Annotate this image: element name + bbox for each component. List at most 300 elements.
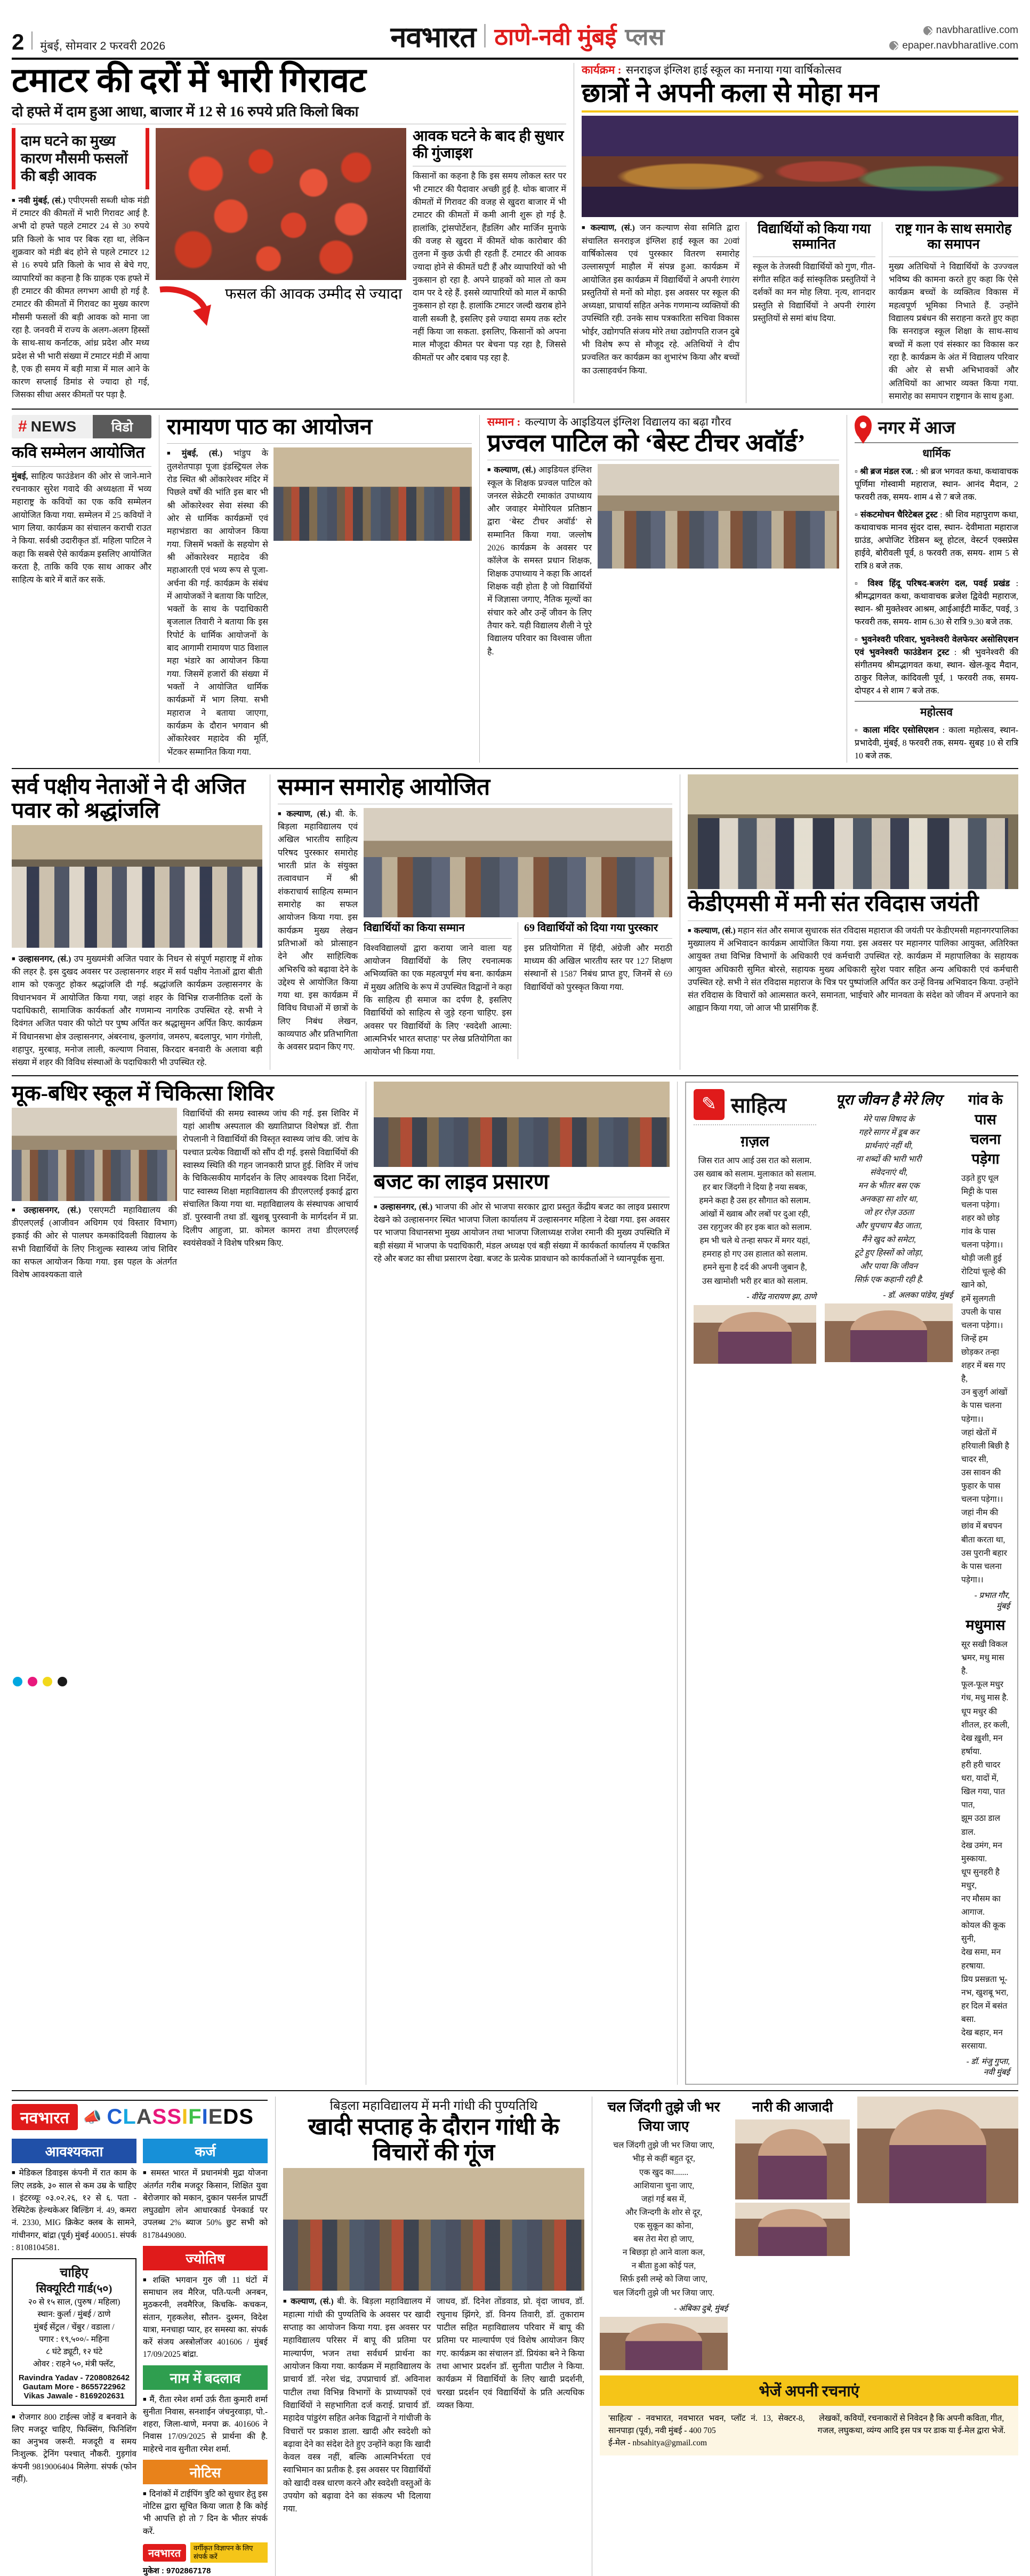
poet-photo: [735, 2203, 850, 2256]
award-body: [487, 464, 592, 659]
classified-box: [12, 2258, 136, 2406]
send-email[interactable]: ई-मेल - nbsahitya@gmail.com: [608, 2438, 707, 2448]
divider: [694, 1124, 816, 1125]
chal-author: - अंबिका दुबे, मुंबई: [674, 2304, 728, 2313]
tomato-photo: [156, 128, 406, 280]
ajit-body: [12, 953, 262, 1070]
cmyk-black-dot: [58, 1677, 67, 1686]
poem-line: देख ख़ुशी, मन हर्षाया.: [961, 1733, 1003, 1756]
box-line: ओवर : राहने ५०, मंत्री फ्लॅट,: [33, 2359, 116, 2369]
divider: [12, 466, 151, 467]
poem-line: जहां खेतों में हरियाली बिछी है चादर सी,: [961, 1428, 1009, 1464]
contact-line: Ravindra Yadav - 7208082642: [18, 2373, 130, 2382]
school-col-1: [582, 222, 739, 403]
ad-naam: ■ मैं, रीता रमेश शर्मा उर्फ़ रीता कुमारी शर्मा सुनीता निवास, सनशाईन जंचनुरवाड़ा, पो.-शहरा, जिला-थाणे, मनपा क्र. 401606 ने निवास 17/09/2025 से प्रार्थना की है. माहेरचे नाव सुनीता रमेश शर्मा.: [143, 2394, 268, 2455]
globe-icon: [889, 41, 898, 50]
ad-jyotish: ■ शक्ति भगवान गुरु जी 11 घंटों में समाधान लव मैरिज, पति-पत्नी अनबन, मुठकरनी, लवमैरिज, किचकि- कचकन, संतान, गृहकलेश, सौतन- दुश्मन, विदेश यात्रा, मनचाहा प्यार, हर समस्या का. संपर्क करें संजय अस्त्रोलॉजर 401606 / मुंबई 17/09/2025 बांद्रा.: [143, 2274, 268, 2361]
poem-line: एक सुकून का कोना,: [634, 2221, 694, 2231]
classifieds-footer[interactable]: [143, 2542, 268, 2563]
poem-line: आशियाना चुना जाए,: [633, 2181, 695, 2190]
school-stage-photo: [582, 116, 1018, 217]
classifieds-col2: [143, 2134, 268, 2576]
school-mid-text: स्कूल के तेजस्वी विद्यार्थियों को गुण, गीत-संगीत सहित कई सांस्कृतिक प्रस्तुतियों ने दर्शकों का मन मोह लिया. नृत्य, शानदार प्रस्तुति से विद्यार्थियों ने अपनी रंगारंग प्रस्तुतियों से समां बांध दिया.: [753, 262, 875, 324]
lead-subhead: दो हफ्ते में दाम हुआ आधा, बाजार में 12 से 16 रुपये प्रति किलो बिका: [12, 103, 359, 119]
ramayan-story: [167, 415, 472, 763]
khadi-col2: [437, 2295, 584, 2516]
poem2-author: - डॉ. अलका पांडेय, मुंबई: [883, 1291, 953, 1300]
classifieds-word: CLASSIFIEDS: [107, 2105, 254, 2129]
band-divider: [12, 2090, 1018, 2091]
school-col1-text: जन कल्याण सेवा समिति द्वारा संचालित सनराइज इंग्लिश हाई स्कूल का 20वां वार्षिकोत्सव एवं पुरस्कार वितरण समारोह उल्लासपूर्ण माहौल में संपन्न हुआ. कार्यक्रम में आयोजित इस कार्यक्रम में विद्यार्थियों ने अपनी रंगारंग प्रस्तुतियों से मनों को मोहा. इस अवसर पर स्कूल की अध्यक्षा, प्राचार्या सहित अनेक गणमान्य व्यक्तियों की उपस्थिति रही. उनके साथ पत्रकारिता सचिवा विकास भोईर, उद्योगपति संजय मोरे तथा उद्योगपति राजन दुबे भी विशेष रूप से मौजूद रहे. अतिथियों ने दीप प्रज्वलित कर कार्यक्रम का शुभारंभ किया और बच्चों का उत्साहवर्धन किया.: [582, 223, 740, 375]
budget-photo: [374, 1082, 670, 1167]
poem-line: मेरे पास विषाद के: [863, 1114, 915, 1124]
lead-col-2: [156, 128, 406, 402]
poem-line: प्रार्थनाएं नहीं थी,: [864, 1141, 913, 1150]
khadi-photo: [283, 2168, 584, 2291]
yellow-rule: [582, 110, 1018, 113]
poem-line: उड़ते हुए धूल मिट्टी के पास चलना पड़ेगा।: [961, 1173, 1000, 1210]
poem-line: उन बुज़ुर्ग आंखों के पास चलना पड़ेगा।।: [961, 1388, 1008, 1424]
url-site: navbharatlive.com: [936, 25, 1018, 36]
news-label: NEWS: [30, 418, 77, 435]
masthead-logo: [391, 16, 665, 55]
school-dateline: ■ कल्याण, (सं.): [582, 223, 635, 233]
poem-line: खिल गया, पात पात,: [961, 1787, 1005, 1810]
school-col1-body: [582, 222, 739, 378]
poem3-lines: [961, 1172, 1010, 1587]
ajit-dateline: ■ उल्हासनगर, (सं.): [12, 955, 71, 964]
ajit-story: [12, 774, 262, 1069]
poem-line: धूप मधुर की शीतल, हर कली,: [961, 1707, 1010, 1730]
ramayan-headline: रामायण पाठ का आयोजन: [167, 415, 373, 440]
school-kicker-text: सनराइज इंग्लिश हाई स्कूल का मनाया गया वार्षिकोत्सव: [625, 63, 842, 76]
kavi-story: [12, 415, 151, 763]
red-arrow-icon: [156, 285, 220, 331]
samman-sub1: [364, 922, 512, 1059]
feather-icon: ✎: [694, 1089, 725, 1120]
ad-notice: ■ दिनांकों में टाईपिंग त्रुटि को सुधार हेतु इस नोटिस द्वारा सूचित किया जाता है कि कोई भी आपत्ति हो तो 7 दिन के भीतर संपर्क करें.: [143, 2488, 268, 2538]
globe-icon: [923, 26, 932, 35]
divider: [167, 443, 472, 444]
mook-inner: [12, 1108, 358, 1282]
khadi-col1: [283, 2295, 431, 2516]
lead-caption: फसल की आवक उम्मीद से ज्यादा: [225, 285, 403, 302]
location-pin-icon: [855, 415, 872, 439]
lead-dateline: ■ नवी मुंबई, (सं.): [12, 196, 66, 205]
khadi-col2-text: जाधव, डॉ. दिनेश तोंडवाड, प्रो. वृंदा जाधव, डॉ. रघुनाथ झिंगरे, डॉ. विनय तिवारी, डॉ. तुकाराम पाटील सहित महाविद्यालय परिवार में बापू की प्रतिमा पर माल्यार्पण एवं विशेष आयोजन किए गए. कार्यक्रम का संचालन डॉ. प्रियंका बने ने किया तथा आभार प्रदर्शन डॉ. सुनीता पाटील ने किया. कार्यक्रम में विद्यार्थियों के लिए खादी प्रदर्शनी, चरखा प्रदर्शन एवं विद्यार्थियों के प्रति अत्यधिक व्यक्त किया.: [437, 2297, 584, 2410]
date-line: मुंबई, सोमवार 2 फरवरी 2026: [40, 40, 166, 52]
poem-line: धूप सुनहरी है मधुर,: [961, 1867, 1000, 1890]
poem-line: सिर्फ़ एक कहानी रही है.: [854, 1275, 923, 1284]
kdmc-headline: केडीएमसी में मनी संत रविदास जयंती: [688, 892, 979, 917]
send-address-col: [608, 2412, 805, 2450]
award-headline: प्रज्वल पाटिल को ‘बेस्ट टीचर अवॉर्ड’: [487, 429, 806, 457]
award-text: आइडियल इंग्लिश स्कूल के शिक्षक प्रज्वल पाटिल को जनरल सेक्रेटरी रमाकांत उपाध्याय और जवाहर मेमोरियल प्रतिष्ठान द्वारा ‘बेस्ट टीचर अवॉर्ड’ से सम्मानित किया गया. जल्लोष 2026 कार्यक्रम के अवसर पर कॉलेज के समस्त प्रधान शिक्षक, शिक्षक उपाध्याय ने कहा कि आदर्श शिक्षक वही होता है जो विद्यार्थियों में जिज्ञासा जगाए, नैतिक मूल्यों का संचार करे और उन्हें जीवन के लिए तैयार करे. यही विद्यालय शैली ने पूरे विद्यालय परिवार का विश्वास जीता है.: [487, 466, 592, 657]
classifieds-col1: [12, 2134, 136, 2576]
sahitya-bottom-cols: [600, 2097, 1018, 2370]
khadi-headline: खादी सप्ताह के दौरान गांधी के विचारों की गूंज: [308, 2114, 560, 2165]
poem-line: हरी हरी चादर धरा, यादों में,: [961, 1760, 1001, 1783]
poem-line: प्रिय प्रसन्नता भू-नभ, खुशबू भरा,: [961, 1974, 1009, 1997]
contact-line: Vikas Jawale - 8169202631: [23, 2391, 125, 2401]
sahitya-section: [685, 1082, 1018, 2085]
ajit-photo: [12, 825, 262, 948]
sahitya-title: साहित्य: [731, 1093, 786, 1118]
poem-line: बस तेरा मेरा हो जाए,: [633, 2235, 694, 2244]
ramayan-inner: [167, 447, 472, 759]
sahitya-col1: [694, 1089, 816, 2078]
poem-line: भीड़ से कहीं बहुत दूर,: [632, 2154, 695, 2164]
page-number: 2: [12, 29, 25, 54]
box-line: २० से १५ साल, (पुरुष / महिला): [28, 2298, 120, 2307]
award-inner: [487, 464, 839, 659]
ad-karj: ■ समस्त भारत में प्रधानमंत्री मुद्रा योजना अंतर्गत गरीब मजदूर किसान, शिक्षित युवा बेरोजगार को मकान, दुकान पसर्नल प्रापर्टी लघुउद्योग लोन आधारकार्ड पेनकार्ड पर उपलब्ध 2% ब्याज 50% छुट सभी को 8178449080.: [143, 2167, 268, 2242]
poem-line: और चुपचाप बैठ जाता,: [855, 1221, 922, 1231]
today-item: ▫ संकटमोचन चैरिटेबल ट्रस्ट : श्री शिव महापुराण कथा, कथावाचक मानव सुंदर दास, स्थान- देवीमाता महाराज ग्राउंड, अपोजिट रेडिसन ब्लू होटल, वेस्टर्न एक्सप्रेस हाईवे, बोरीवली पूर्व, 8 फरवरी तक, समय- शाम 5 से रात्रि 8 बजे तक.: [855, 509, 1018, 573]
poem-line: जिस रात आप आई उस रात को सलाम.: [698, 1156, 812, 1165]
school-col-2: [753, 222, 875, 403]
school-columns: [582, 222, 1018, 403]
url-site-row[interactable]: [889, 23, 1018, 38]
poem-line: और पाया कि जीवन: [859, 1261, 918, 1271]
khadi-dateline: ■ कल्याण, (सं.): [283, 2297, 334, 2306]
poem-line: उस खामोशी भरी हर बात को सलाम.: [702, 1276, 808, 1286]
mook-story: [12, 1082, 358, 2085]
ghazal-author: - वीरेंद्र नारायण झा, ठाणे: [746, 1292, 816, 1301]
mook-col1: [12, 1108, 177, 1282]
madhumas-photo: [857, 2097, 1018, 2203]
cmyk-cyan-dot: [13, 1677, 22, 1686]
mook-text: एसएमटी महाविद्यालय की डीएलएलई (आजीवन अधिगम एवं विस्तार विभाग) इकाई की ओर से पालघर कमकांदिवली विद्यालय के सभी विद्यार्थियों के लिए निःशुल्क स्वास्थ्य जांच शिविर का सफल आयोजन किया गया. इस पहल के अंतर्गत विशेष आवश्यकता वाले: [12, 1205, 177, 1280]
kdmc-text: महान संत और समाज सुधारक संत रविदास महाराज की जयंती पर केडीएमसी महानगरपालिका मुख्यालय में अभिवादन कार्यक्रम आयोजित किया गया. इस अवसर पर महानगर पालिका आयुक्त, अतिरिक्त आयुक्त तथा विभिन्न विभागों के अधिकारी एवं कर्मचारी उपस्थित रहे. कार्यक्रम में महापालिका के सहायक आयुक्त अधिकारी सुमित बोरसे, सहायक मुख्य अधिकारी सुरेश पवार सहित अन्य अधिकारी एवं कर्मचारी उपस्थित रहे. सभी ने संत रविदास महाराज के चित्र पर पुष्पांजलि अर्पित कर उन्हें विनम्र अभिवादन किया. उन्होंने संत रविदास के विचारों को आत्मसात करने, समानता, भाईचारे और मानवता के संदेश को जीवन में अपनाने का आह्वान किया गया, जो आज भी प्रासंगिक हैं.: [688, 926, 1018, 1013]
sahitya-bottom-col2: [735, 2097, 850, 2370]
award-kicker: [487, 415, 839, 429]
band-fourth: [12, 1082, 1018, 2085]
cat-awashyakta: आवश्यकता: [12, 2139, 136, 2163]
band-top: [12, 63, 1018, 403]
poem-line: नए मौसम का आगाज.: [961, 1894, 1001, 1917]
sahitya-bottom-col1: [600, 2097, 728, 2370]
khadi-story: [283, 2097, 584, 2576]
school-kicker: [582, 63, 1018, 77]
poem-line: उस सावन की फुहार के पास चलना पड़ेगा।।: [961, 1468, 1003, 1505]
sahitya-bottom-col3: [857, 2097, 1018, 2370]
band-divider: [12, 1075, 1018, 1076]
poem-line: देख समा, मन हरषाया.: [961, 1948, 1001, 1971]
school-right-title: राष्ट्र गान के साथ समारोह का समापन: [895, 222, 1012, 252]
poem-line: चल जिंदगी तुझे जी भर जिया जाए,: [613, 2141, 714, 2150]
poem-line: मैंने खुद को समेटा,: [862, 1235, 916, 1244]
poem-line: सिर्फ़ इसी लम्हे को जिया जाए,: [620, 2275, 707, 2284]
lead-story: [12, 63, 566, 403]
kavi-headline: कवि सम्मेलन आयोजित: [12, 444, 145, 462]
poem-line: जिन्हें हम छोड़कर तन्हा शहर में बस गए है,: [961, 1334, 1005, 1384]
send-address: 'साहित्य' - नवभारत, नवभारत भवन, प्लॉट नं. 13, सेक्टर-8, सानपाड़ा (पूर्व), नवी मुंबई - 400 705: [608, 2413, 805, 2435]
cmyk-registration-marks: [13, 1677, 67, 1686]
mook-col2: [183, 1108, 358, 1282]
poem-line: न बिछड़ा हो आने वाला कल,: [622, 2248, 705, 2258]
box-contacts: [18, 2373, 130, 2401]
box-lines: [18, 2296, 130, 2371]
poem-line: फूल-फूल मधुर गंध, मधु मास है.: [961, 1680, 1009, 1703]
band-second: [12, 415, 1018, 763]
cat-jyotish: ज्योतिष: [143, 2246, 268, 2270]
url-epaper: epaper.navbharatlive.com: [902, 39, 1018, 51]
school-kicker-tag: कार्यक्रम :: [582, 63, 623, 76]
sahitya-box: [685, 1082, 1018, 2085]
band-fifth: [12, 2097, 1018, 2576]
award-col2: [598, 464, 839, 659]
poem-line: हमने सुना है दर्द की अपनी जुबान है,: [703, 1263, 807, 1273]
send-banner: भेजें अपनी रचनाएं: [600, 2375, 1018, 2406]
box-line: पगार : १९,५००/- महिना: [39, 2334, 109, 2344]
lead-caption-row: [156, 285, 406, 331]
samman-subcols: [364, 922, 672, 1059]
samman-body: [278, 808, 358, 1054]
lead-redbox: [12, 128, 149, 189]
mook-dateline: ■ उल्हासनगर, (सं.): [12, 1206, 81, 1215]
column-divider: [275, 2097, 276, 2576]
budget-text: भाजपा की ओर से भाजपा सरकार द्वारा प्रस्तुत केंद्रीय बजट का लाइव प्रसारण देखने को उल्हासनगर स्थित भाजपा जिला कार्यालय में उल्हासनगर महिला ने देखा गया. इस अवसर पर भाजपा विधानसभा मुख्य आयोजन तथा भाजपा जिलाध्यक्ष राजेश रमानी की मुख्य उपस्थिति में बड़ी संख्या में भाजपा के पदाधिकारी, मंडल अध्यक्ष एवं बड़ी संख्या में कार्यकर्ता कार्यालय में एकत्रित रहे और बजट का सीधा प्रसारण देखा. बजट के प्रत्येक प्रावधान को कार्यकर्ताओं ने ध्यानपूर्वक सुना.: [374, 1202, 670, 1264]
footer-person: मुकेश : 9702867178: [143, 2566, 211, 2576]
ramayan-dateline: ■ मुंबई, (सं.): [167, 449, 222, 458]
today-header: [855, 415, 1018, 439]
poem-line: आंखों में ख्वाब और लबों पर दुआ रही,: [699, 1210, 810, 1219]
school-headline: छात्रों ने अपनी कला से मोहा मन: [582, 78, 879, 108]
nari-title: नारी की आजादी: [752, 2099, 833, 2115]
poet-photo: [694, 1305, 816, 1364]
today-item: ▫ विश्व हिंदू परिषद-बजरंग दल, पवई प्रखंड : श्रीमद्भागवत कथा, कथावाचक ब्रजेश द्विवेदी महाराज, स्थान- श्री मुक्तेश्वर आश्रम, आईआईटी मार्केट, पवई, 3 फरवरी तक, समय- शाम 6.30 से रात्रि 9.30 बजे तक.: [855, 578, 1018, 629]
poem-line: सूर सखी विकल भ्रमर, मधु मास है.: [961, 1639, 1008, 1676]
school-right-text: मुख्य अतिथियों ने विद्यार्थियों के उज्ज्वल भविष्य की कामना करते हुए कहा कि ऐसे कार्यक्रम बच्चों के व्यक्तित्व विकास में महत्वपूर्ण भूमिका निभाते हैं. उन्होंने विद्यालय प्रबंधन की सराहना करते हुए कहा कि सनराइज स्कूल शिक्षा के साथ-साथ बच्चों में कला एवं संस्कार का विकास कर रहा है. कार्यक्रम के अंत में विद्यालय परिवार की ओर से सभी अभिभावकों और अतिथियों का आभार व्यक्त किया गया. समारोह का समापन राष्ट्रगान के साथ हुआ.: [889, 262, 1018, 401]
award-photo: [598, 464, 839, 569]
lead-redbox-text: दाम घटने का मुख्य कारण मौसमी फसलों की बड़ी आवक: [21, 132, 128, 184]
lead-col1-body: [12, 195, 149, 402]
poem-line: हमें सुलगती उपली के पास चलना पड़ेगा।।: [961, 1294, 1003, 1330]
poem-line: चल जिंदगी तुझे जी भर जिया जाए.: [613, 2288, 714, 2298]
samman-headline: सम्मान समारोह आयोजित: [278, 774, 490, 801]
samman-photo: [364, 808, 672, 917]
samman-sub2-title: 69 विद्यार्थियों को दिया गया पुरस्कार: [524, 922, 658, 934]
masthead-divider: [31, 31, 33, 50]
budget-dateline: ■ उल्हासनगर, (सं.): [374, 1203, 432, 1212]
poem-line: जहां गई बस में,: [641, 2194, 687, 2204]
masthead: [12, 14, 1018, 60]
nari-illustration: [735, 2119, 850, 2199]
kavi-dateline: मुंबई,: [12, 471, 28, 481]
poem3-author: - प्रभात गौर, मुंबई: [974, 1591, 1010, 1611]
ad-awashyakta: ■ मेडिकल डिवाइस कंपनी में रात काम के लिए लडके, ३० साल से कम उम्र के चाहिए । इंटरव्यूः ०३.०२.२६, १२ से ६. पता - रेस्पिटेक हेल्थकेअर बिल्डिंग नं. 49, कमरा नं. 2330, MIG क्रिकेट क्लब के सामने, गांधीनगर, बांद्रा (पूर्व) मुंबई 400051. संपर्क : 8108104581.: [12, 2167, 136, 2254]
cat-karj: कर्ज: [143, 2139, 268, 2163]
samman-inner: [278, 808, 672, 1059]
budget-headline: बजट का लाइव प्रसारण: [374, 1169, 549, 1194]
box-title: चाहिए: [60, 2266, 88, 2281]
ramayan-photo: [273, 447, 472, 541]
poem4-title: मधुमास: [965, 1617, 1005, 1633]
chal-title: चल जिंदगी तुझे जी भर जिया जाए: [607, 2099, 720, 2134]
today-item: ▫ श्री ब्रज मंडल रज. : श्री ब्रज भगवत कथा, कथावाचक पूर्णिमा गोस्वामी महाराज, स्थान- आनंद मैदान, 2 फरवरी तक, समय- शाम 4 से 7 बजे तक.: [855, 466, 1018, 504]
poem-line: और जिन्दगी के शोर से दूर,: [625, 2207, 703, 2217]
divider: [364, 938, 512, 939]
mook-photo: [12, 1108, 177, 1201]
sahitya-col2: [825, 1089, 953, 2078]
samman-story: [278, 774, 672, 1069]
poem2-title: पूरा जीवन है मेरे लिए: [835, 1091, 942, 1108]
ramayan-col2: [273, 447, 472, 759]
classifieds-brand: नवभारत: [12, 2104, 78, 2130]
logo-edition: ठाणे-नवी मुंबई: [494, 24, 617, 50]
poem2-lines: [825, 1113, 953, 1286]
ajit-headline: सर्व पक्षीय नेताओं ने दी अजित पवार को श्रद्धांजलि: [12, 774, 246, 822]
kdmc-photo: [688, 774, 1018, 889]
khadi-cols: [283, 2295, 584, 2516]
samman-sub-text: विश्वविद्यालयों द्वारा कराया जाने वाला यह आयोजन विद्यार्थियों के लिए रचनात्मक अभिव्यक्ति का एक महत्वपूर्ण मंच बना. कार्यक्रम में मुख्य अतिथि के रूप में उपस्थित विद्वानों ने कहा कि साहित्य ही समाज का दर्पण है, इसलिए विद्यार्थियों को साहित्य से जुड़े रहना चाहिए. इस अवसर पर विद्यार्थियों के लिए ‘स्वदेशी आत्मा: आत्मनिर्भर भारत सप्ताह’ पर लेख प्रतियोगिता का आयोजन भी किया गया.: [364, 943, 512, 1057]
video-label[interactable]: विडो: [93, 415, 151, 438]
kavi-body: [12, 470, 151, 587]
footer-brand: नवभारत: [143, 2544, 186, 2562]
masthead-urls: [889, 23, 1018, 53]
today-festival-item: ▫ काला मंदिर एसोसिएशन : काला महोत्सव, स्थान- प्रभादेवी, मुंबई, 8 फरवरी तक, समय- सुबह 10 से रात्रि 10 बजे तक.: [855, 724, 1018, 763]
ad-last: ■ रोजगार 800 टाईल्स जोड़ें व बनवाने के लिए मजदूर चाहिए, फिक्सिंग, फिनिशिंग का अनुभव जरूरी. मजदूरी व समय निःशुल्क. ट्रेनिंग पश्चात् नौकरी. गुड़गांव कंपनी 9819006404 मिलेगा. संपर्क (फोन नहीं).: [12, 2411, 136, 2486]
award-col1: [487, 464, 592, 659]
lead-col2-title: आवक घटने के बाद ही सुधार की गुंजाइश: [413, 127, 564, 162]
band-third: [12, 774, 1018, 1069]
poem-line: हमने कहा है उस हर सौगात को सलाम.: [699, 1196, 811, 1205]
poem4-lines: [961, 1638, 1010, 2053]
khadi-text: बी. के. बिड़ला महाविद्यालय में महात्मा गांधी की पुण्यतिथि के अवसर पर खादी सप्ताह का आयोजन किया गया. इस अवसर पर महाविद्यालय परिसर में बापू की प्रतिमा पर माल्यार्पण, भजन तथा सर्वधर्म प्रार्थना का आयोजन किया गया. कार्यक्रम में महाविद्यालय के प्राचार्य डॉ. नरेश चंद्र, उपप्राचार्य डॉ. अविनाश पाटील तथा विभिन्न विभागों के प्राध्यापकों एवं विद्यार्थियों ने सहभागिता दर्ज कराई. प्राचार्य डॉ. महादेव पांडुरंग सहित अनेक विद्वानों ने गांधीजी के विचारों पर प्रकाश डाला. खादी और स्वदेशी को बढ़ावा देने का संदेश देते हुए उन्होंने कहा कि खादी केवल वस्त्र नहीं, बल्कि आत्मनिर्भरता एवं स्वाभिमान का प्रतीक है. इस अवसर पर विद्यार्थियों को खादी वस्त्र धारण करने और स्वदेशी वस्तुओं के उपयोग को बढ़ावा देने का संकल्प भी दिलाया गया.: [283, 2297, 431, 2514]
today-title: नगर में आज: [878, 419, 955, 438]
samman-sub-title: विद्यार्थियों का किया सम्मान: [364, 922, 465, 934]
lead-columns: [12, 128, 566, 402]
lead-headline: टमाटर की दरों में भारी गिरावट: [12, 61, 366, 99]
band-divider: [12, 409, 1018, 410]
column-divider: [677, 1082, 678, 2085]
logo-separator: [484, 24, 486, 47]
kavi-text: साहित्य फाउंडेशन की ओर से जाने-माने रचनाकार सुरेश गवादे की अध्यक्षता में भव्य महाराष्ट्र के कवियों का एक कवि सम्मेलन आयोजित किया गया. सम्मेलन में 25 कवियों ने भाग लिया. कार्यक्रम का संचालन कराची राउत ने किया. सर्वश्री उदारीकृत डॉ. महिला पाटिल ने कहा कि सबसे ऐसे कार्यक्रम इसलिए आयोजित करता है, ताकि कवि एक साथ आकर और साहित्य के बारे में बातें कर सकें.: [12, 471, 151, 585]
poem-line: ना शब्दों की भारी भारी: [856, 1154, 922, 1164]
award-kicker-text: कल्याण के आइडियल इंग्लिश विद्यालय का बढ़ा गौरव: [525, 415, 731, 429]
sahitya-cols: [694, 1089, 1010, 2078]
award-kicker-tag: सम्मान :: [487, 415, 522, 428]
poem-line: उस ख्वाब को सलाम. मुलाकात को सलाम.: [694, 1169, 816, 1179]
budget-story: [374, 1082, 670, 2085]
poem-line: टूटे हुए हिस्सों को जोड़ा,: [854, 1248, 923, 1258]
poem-line: हर बार जिंदगी ने दिया है नया सबक,: [702, 1182, 808, 1192]
ramayan-col1: [167, 447, 268, 759]
box-line: स्थान: कुर्ला / मुंबई / ठाणे: [37, 2310, 111, 2319]
poem-line: जहां नीम की छांव में बचपन बीता करता था,: [961, 1508, 1005, 1545]
khadi-kicker: बिड़ला महाविद्यालय में मनी गांधी की पुण्यतिथि: [329, 2099, 538, 2114]
ajit-text: उप मुख्यमंत्री अजित पवार के निधन से संपूर्ण महाराष्ट्र में शोक की लहर है. इस दुखद अवसर पर उल्हासनगर शहर में सर्व पक्षीय नेताओं द्वारा बीती शाम को एकजुट होकर श्रद्धांजलि दी गई. श्रद्धांजलि कार्यक्रम उल्हासनगर के विधानभवन में आयोजित किया गया, जहां शहर के विभिन्न राजनीतिक दलों के पदाधिकारी, सामाजिक कार्यकर्ता और गणमान्य नागरिक उपस्थित रहे. सभी ने दिवंगत अजित पवार की फोटो पर पुष्प अर्पित कर श्रद्धासुमन अर्पित किए. कार्यक्रम में विधानसभा क्षेत्र उल्हासनगर, अंबरनाथ, कुलगांव, जमरुप, बदलापुर, भाग गंगोली, शहापुर, मुरबाड़, मनोज लाली, कल्याण निवास, किरदार बनवारी के अलावा बड़ी संख्या में शहर की विविध संस्थाओं के पदाधिकारी भी उपस्थित रहे.: [12, 954, 262, 1068]
footer-note: वर्गीकृत विज्ञापन के लिए संपर्क करें: [190, 2542, 268, 2563]
poet-photo: [825, 1303, 953, 1362]
poem-line: हमराह हो गए उस हालात को सलाम.: [702, 1250, 808, 1259]
column-divider: [479, 415, 480, 763]
chal-lines: [600, 2139, 728, 2299]
poem-line: एक खुद का.......: [639, 2167, 689, 2177]
news-badge-left: [12, 415, 93, 438]
classifieds-section: [12, 2097, 268, 2576]
lead-col1-text: एपीएमसी सब्जी थोक मंडी में टमाटर की कीमतों में भारी गिरावट आई है. अभी दो हफ्ते पहले टमाटर 24 से 30 रुपये प्रति किलो के भाव पर बिक रहा था, लेकिन शुक्रवार को मंडी बंद होने से पहले टमाटर 12 से 16 रुपये प्रति किलो के भाव से बेचे गए, व्यापारियों का कहना है कि ग्राहक एक हफ्ते में ही टमाटर की कीमत लगभग आधी हो गई है. टमाटर की कीमतों में गिरावट का मुख्य कारण मौसमी फसलों की बड़ी आवक को माना जा रहा है. जनवरी में राज्य के अलग-अलग हिस्सों के साथ-साथ कर्नाटक, आंध्र प्रदेश और मध्य प्रदेश से भी भारी संख्या में टमाटर मंडी में आया है, एक ही समय में बड़ी मात्रा में माल आने के कारण सप्लाई डिमांड से ज्यादा हो गई, जिसका सीधा असर कीमतों पर पड़ा है.: [12, 196, 150, 400]
ramayan-col1-body: [167, 447, 268, 759]
samman-col1: [278, 808, 358, 1059]
samman-col2: [364, 808, 672, 1059]
poem-line: अनकहा सा शोर था,: [859, 1195, 918, 1204]
poem-line: उस रहगुजर की हर इक बात को सलाम.: [698, 1223, 812, 1233]
contact-line: Gautam More - 8655722962: [22, 2382, 126, 2391]
lead-col-1: [12, 128, 149, 402]
mook-headline: मूक-बधिर स्कूल में चिकित्सा शिविर: [12, 1081, 274, 1105]
kdmc-dateline: ■ कल्याण, (सं.): [688, 926, 736, 935]
school-story: [582, 63, 1018, 403]
poem-line: हम भी चले थे तन्हा सफर में मगर यहां,: [699, 1236, 810, 1246]
divider: [524, 938, 672, 939]
send-cols: [608, 2412, 1010, 2450]
box-line: मुंबई सेंट्रल / चेंबुर / वडाला /: [34, 2322, 115, 2332]
classifieds-cols: [12, 2134, 268, 2576]
sahitya-col3: [961, 1089, 1010, 2078]
mook-body: [12, 1204, 177, 1282]
today-section: [855, 415, 1018, 763]
cmyk-yellow-dot: [43, 1677, 52, 1686]
sahitya-bottom: [600, 2097, 1018, 2576]
poet-photo: [600, 2317, 728, 2370]
cat-naam: नाम में बदलाव: [143, 2365, 268, 2390]
poem-line: झूम उठा डाल डाल.: [961, 1814, 1001, 1837]
cmyk-magenta-dot: [28, 1677, 37, 1686]
award-dateline: ■ कल्याण, (सं.): [487, 466, 536, 475]
poem-line: देख बहार, मन सरसाया.: [961, 2028, 1003, 2051]
cat-notice: नोटिस: [143, 2460, 268, 2484]
poem-line: कोयल की कूक सुनी,: [961, 1921, 1005, 1944]
url-epaper-row[interactable]: [889, 38, 1018, 54]
megaphone-icon: 📣: [83, 2109, 102, 2126]
samman-sub2-text: इस प्रतियोगिता में हिंदी, अंग्रेजी और मराठी माध्यम की अखिल भारतीय स्तर पर 127 शिक्षण संस्थानों से 1587 निबंध प्राप्त हुए, जिनमें से 69 विद्यार्थियों को पुरस्कृत किया गया.: [524, 943, 672, 992]
today-items: [855, 466, 1018, 698]
lead-col-3: [413, 128, 566, 402]
box-line: ८ घंटे ड्यूटी, १२ घंटे: [45, 2347, 103, 2357]
ramayan-text-a: भांडुप के तुलशेतपाड़ा पूजा इंडस्ट्रियल लेक रोड स्थित श्री ओंकारेश्वर मंदिर में पिछले वर्षों की भांति इस बार भी श्री ओंकारेश्वर सेवा संस्था की ओर से धार्मिक कार्यक्रमों एवं महाभंडारा का आयोजन किया गया. जिसमें भक्तों के सहयोग से श्री ओंकारेश्वर महादेव की महाआरती एवं भव्य रूप से पूजा-अर्चना की गई. कार्यक्रम के संबंध में आयोजकों ने बताया कि पाटिल, भक्तों के साथ के पदाधिकारी बृजलाल तिवारी ने बताया कि इस रिपोर्ट के धार्मिक आयोजनों के बाद आगामी रामायण पाठ विशाल महा भंडारे का आयोजन किया गया. जिसमें हजारों की संख्या में भक्तों ने आयोजित धार्मिक कार्यक्रमों में भाग लिया. सभी महाराज ने बताया जाएगा, कार्यक्रम के दौरान भगवान श्री ओंकारेश्वर महादेव की मूर्ति, भेंटकर सम्मानित किया गया.: [167, 449, 268, 757]
mook-col2-text: विद्यार्थियों की समग्र स्वास्थ्य जांच की गई. इस शिविर में यहां आशीष अस्पताल की ख्यातिप्राप्त विशेषज्ञ डॉ. रीता रोपलानी ने विद्यार्थियों की विस्तृत स्वास्थ्य जांच की. जांच के पश्चात प्रत्येक विद्यार्थी को सौंप दी गई. इससे विद्यार्थियों की स्वास्थ्य स्थिति की गहन जानकारी प्राप्त हुई. शिविर में जांच के चिकित्सकीय मार्गदर्शन के लिए आवश्यक दिशा निर्देश, पाट स्वास्थ्य शिक्षा महाविद्यालय की डीएलएलई इकाई द्वारा संचालित किया गया था. महाविद्यालय के संस्थापक आचार्य डॉ. पुरस्वानी तथा डॉ. खुशबू पुरस्वानी के मार्गदर्शन में प्रा. दिलीप आहुजा, प्रा. कोमल कामरा तथा डीएलएलई स्वयंसेवकों ने विशेष परिश्रम किए.: [183, 1109, 358, 1248]
logo-plus: प्लस: [625, 24, 665, 50]
hash-icon: #: [18, 418, 27, 436]
today-item: ▫ भुवनेश्वरी परिवार, भुवनेश्वरी वेलफेयर असोसिएशन एवं भुवनेश्वरी फाउंडेशन ट्रस्ट : श्री भुवनेश्वरी की संगीतमय श्रीमद्भागवत कथा, स्थान- खेल-कूद मैदान, ठाकुर विलेज, कांदिवली पूर्व, 1 फरवरी तक, समय- दोपहर 4 से शाम 7 बजे तक.: [855, 634, 1018, 698]
send-note-col: [814, 2412, 1010, 2450]
samman-dateline: ■ कल्याण, (सं.): [278, 810, 331, 819]
poem-line: मन के भीतर बस एक: [858, 1181, 920, 1191]
award-story: [487, 415, 839, 763]
classifieds-banner: [12, 2100, 268, 2134]
poem-line: देख उमंग, मन मुस्काया.: [961, 1841, 1002, 1863]
poem-line: उस पुरानी बहार के पास चलना पड़ेगा।।: [961, 1548, 1007, 1585]
sahitya-header: [694, 1089, 816, 1120]
poem-line: जो हर रोज़ उठता: [864, 1208, 914, 1218]
lead-col2-text: किसानों का कहना है कि इस समय लोकल स्तर पर भी टमाटर की पैदावार अच्छी हुई है. थोक बाजार में कीमतों में गिरावट की वजह से खुदरा बाजार में भी टमाटर की कीमतों में कमी आनी शुरू हो गई है. हालांकि, ट्रांसपोर्टेशन, हैंडलिंग और मार्जिन मुनाफे की वजह से खुदरा में कीमतें थोक कारोबार की तुलना में कुछ ऊंची ही रहती हैं. टमाटर की आवक ज्यादा होने से कीमतें घटी हैं और व्यापारियों को भी नुकसान हो रहा है. अपने ग्राहकों को माल तो कम दाम पर दे रहे हैं. इससे व्यापारियों को माल में काफी नुकसान हो रहा है. हालांकि टमाटर जल्दी खराब होने वाली सब्जी है, इसलिए इसे ज्यादा समय तक स्टोर नहीं किया जा सकता. इसलिए, किसानों को अपना माल मौजूदा कीमत पर बेचना पड़ रहा है, जिससे कीमतों पर और दबाव पड़ रहा है.: [413, 172, 566, 363]
ghazal-lines: [694, 1154, 816, 1288]
school-col-3: [889, 222, 1018, 403]
poem-line: थोड़ी जली हुई रोटियां चूल्हे की खाने को,: [961, 1254, 1006, 1290]
poem-line: हर दिल में बसंत बसा.: [961, 2001, 1008, 2025]
samman-text: बी. के. बिड़ला महाविद्यालय एवं अखिल भारतीय साहित्य परिषद पुरस्कार समारोह भारती प्रांत के संयुक्त तत्वावधान में श्री शंकराचार्य साहित्य सम्मान समारोह का सफल आयोजन किया गया. इस कार्यक्रम मुख्य लेखन प्रतिभाओं को प्रोत्साहन देने और साहित्यिक अभिरुचि को बढ़ावा देने के उद्देश्य से आयोजित किया गया था. इस कार्यक्रम में विविध विधाओं में छात्रों के लिए निबंध लेखन, काव्यपाठ और प्रतिभागिता के अवसर प्रदान किए गए.: [278, 809, 358, 1052]
kdmc-body: [688, 925, 1018, 1015]
news-badge[interactable]: [12, 415, 151, 438]
poem-line: शहर को छोड़ गांव के पास चलना पड़ेगा।।: [961, 1213, 1003, 1250]
samman-sub2: [524, 922, 672, 1059]
ghazal-label: ग़ज़ल: [741, 1133, 769, 1149]
poem-line: न बीता हुआ कोई पल,: [631, 2261, 696, 2271]
poem-line: संवेदनाएं थी,: [870, 1168, 908, 1178]
send-block: [600, 2406, 1018, 2456]
